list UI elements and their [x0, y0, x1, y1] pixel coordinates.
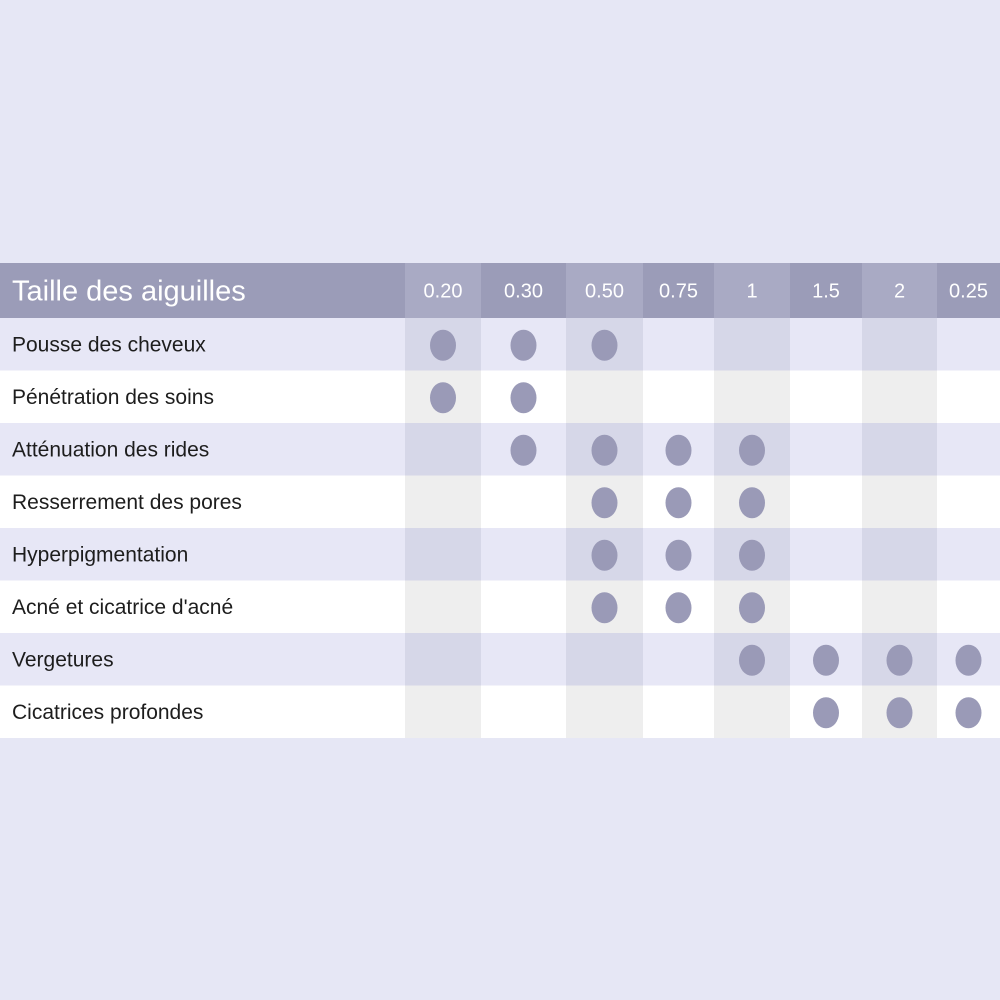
- row-label: Pénétration des soins: [12, 385, 214, 409]
- column-band: [405, 528, 481, 581]
- column-header: 0.50: [585, 280, 624, 303]
- marker-dot: [592, 487, 618, 518]
- column-band: [862, 371, 937, 424]
- marker-dot: [813, 645, 839, 676]
- marker-dot: [956, 645, 982, 676]
- column-header: 0.30: [504, 280, 543, 303]
- marker-dot: [666, 487, 692, 518]
- marker-dot: [511, 330, 537, 361]
- column-band: [714, 318, 790, 371]
- column-band: [405, 581, 481, 634]
- marker-dot: [666, 592, 692, 623]
- marker-dot: [739, 645, 765, 676]
- marker-dot: [887, 645, 913, 676]
- column-band: [862, 318, 937, 371]
- column-header: 2: [893, 280, 906, 303]
- marker-dot: [592, 592, 618, 623]
- column-band: [714, 686, 790, 739]
- marker-dot: [511, 435, 537, 466]
- marker-dot: [666, 540, 692, 571]
- column-band: [862, 528, 937, 581]
- marker-dot: [739, 540, 765, 571]
- chart-title: Taille des aiguilles: [12, 275, 246, 308]
- marker-dot: [511, 382, 537, 413]
- row-label: Vergetures: [12, 648, 114, 672]
- column-band: [714, 371, 790, 424]
- row-label: Atténuation des rides: [12, 438, 210, 462]
- marker-dot: [887, 697, 913, 728]
- column-band: [405, 476, 481, 529]
- marker-dot: [430, 382, 456, 413]
- row-label: Cicatrices profondes: [12, 700, 204, 724]
- chart-svg: [0, 263, 1000, 738]
- row-background: [0, 633, 1000, 686]
- marker-dot: [592, 540, 618, 571]
- column-band: [862, 423, 937, 476]
- marker-dot: [813, 697, 839, 728]
- column-band: [566, 686, 643, 739]
- row-label: Pousse des cheveux: [12, 333, 206, 357]
- column-header: 1: [746, 280, 758, 303]
- column-band: [862, 476, 937, 529]
- marker-dot: [739, 435, 765, 466]
- row-label: Hyperpigmentation: [12, 543, 189, 567]
- column-header: 0.25: [949, 280, 988, 303]
- column-header: 0.75: [659, 280, 698, 303]
- column-band: [566, 371, 643, 424]
- marker-dot: [592, 435, 618, 466]
- marker-dot: [739, 592, 765, 623]
- column-header: 0.20: [423, 280, 463, 303]
- marker-dot: [430, 330, 456, 361]
- column-header: 1.5: [812, 280, 840, 303]
- marker-dot: [739, 487, 765, 518]
- column-band: [405, 686, 481, 739]
- needle-size-chart: [0, 263, 1000, 738]
- column-band: [566, 633, 643, 686]
- column-band: [405, 423, 481, 476]
- row-label: Resserrement des pores: [12, 490, 242, 514]
- marker-dot: [666, 435, 692, 466]
- marker-dot: [592, 330, 618, 361]
- row-label: Acné et cicatrice d'acné: [12, 595, 234, 619]
- marker-dot: [956, 697, 982, 728]
- column-band: [405, 633, 481, 686]
- column-band: [862, 581, 937, 634]
